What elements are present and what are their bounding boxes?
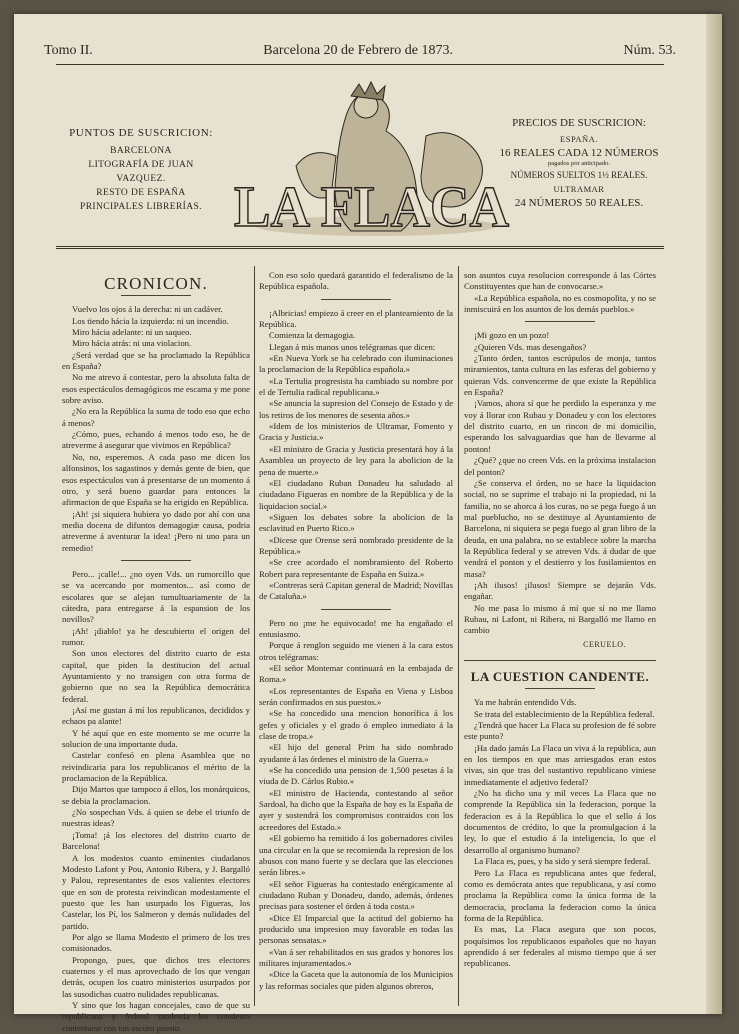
logo-text: LA FLACA — [234, 174, 510, 239]
paragraph: Castelar confesó en plena Asamblea que no reivindicaria para los republicanos el mérito de la proclamacion de la República. — [62, 750, 250, 784]
newspaper-page — [14, 14, 722, 1033]
paragraph: ¿Será verdad que se ha proclamado la República en España? — [62, 349, 250, 372]
paragraph: ¿Cómo, pues, echando á menos todo eso, he de atreverme á asegurar que vivimos en República? — [62, 429, 250, 451]
paragraph: Es mas, La Flaca asegura que son pocos, poquísimos los republicanos españoles que no hayan aprendido á ser federales al mismo tiempo que á ser republicanos. — [464, 924, 656, 969]
paragraph: No me pasa lo mismo á mí que sí no me llamo Rubau, ni Lafont, ni Ribera, ni Bargalló me llamo en cambio — [464, 602, 656, 636]
subscription-prices-heading: PRECIOS DE SUSCRICION: — [512, 117, 646, 129]
subscription-prices — [494, 116, 664, 210]
section-rule — [321, 299, 391, 300]
paragraph: ¡Ah! ¡diablo! ya he descubierto el origen del rumor. — [62, 625, 250, 647]
paragraph: «Dice la Gaceta que la autonomía de los Municipios y las reformas sociales que piden algunos obreros, — [259, 969, 453, 991]
place-date: Barcelona 20 de Febrero de 1873. — [263, 43, 453, 58]
paragraph: Pero La Flaca es republicana antes que federal, como es demócrata antes que republicana, y así como proclama la República como la única forma de la democracia, proclama la federacion como la única forma de la República. — [464, 867, 656, 923]
espana-label: ESPAÑA. — [560, 134, 598, 144]
column-separator — [458, 266, 459, 1006]
paragraph: «Los representantes de España en Viena y Lisboa serán confirmados en sus puestos.» — [259, 685, 453, 708]
paragraph: «Se anuncia la supresion del Consejo de Estado y de los retiros de los menores de sesenta años.» — [259, 398, 453, 420]
column-middle — [259, 270, 453, 992]
paragraph: «El ministro de Hacienda, contestando al señor Sardoal, ha dicho que la España de hoy es la España de ayer y sostendrá los compromisos contraidos con los acreedores del Estado.» — [259, 787, 453, 832]
paragraph: «Se cree acordado el nombramiento del Roberto Robert para representante de España en Suiza.» — [259, 557, 453, 579]
paragraph: «Dicese que Orense será nombrado presidente de la República.» — [259, 534, 453, 556]
article-title-cuestion: LA CUESTION CANDENTE. — [470, 669, 650, 684]
paragraph: No me atrevo á contestar, pero la absoluta falta de esos espectáculos demagógicos me escama y me pone sobre aviso. — [62, 372, 250, 406]
paragraph: «El hijo del general Prim ha sido nombrado ayudante á las órdenes el ministro de la Guerra.» — [259, 742, 453, 764]
subscription-point: RESTO DE ESPAÑA — [96, 188, 186, 198]
paragraph: «Se ha concedido una pension de 1,500 pesetas á la viuda de D. Cárlos Rubio.» — [259, 765, 453, 787]
subscription-point: PRINCIPALES LIBRERÍAS. — [80, 202, 202, 212]
column-separator — [254, 266, 255, 1006]
subscription-point: BARCELONA — [110, 146, 172, 156]
paragraph: ¡Ha dado jamás La Flaca un viva á la república, aun en los tiempos en que mas arriesgados eran estos vivas, sin que tras del sustantivo republicano viniese inmediatamente el adjetivo federal? — [464, 742, 656, 787]
subscription-points — [66, 126, 216, 214]
paragraph: ¿Se conserva el órden, no se hace la liquidacion social, no se suprime el trabajo ni la propiedad, ni la familia, no se ahorca á los curas, no se pega fuego á un mal pueblucho, no se destituye al Ayuntamiento de Barcelona, ni siquiera se pega fuego al gran libro de la deuda, en una palabra, no se establece sobre la marcha la República federal y se atreven Vds. á dudar de que vendrá el ponton y el destierro y los fusilamientos en masa? — [464, 477, 656, 579]
signature: CERUELO. — [583, 639, 626, 649]
price-espana: 16 REALES CADA 12 NÚMEROS — [499, 147, 659, 159]
paragraph: Comienza la demagogia. — [269, 330, 356, 341]
section-rule — [321, 609, 391, 610]
paragraph: son asuntos cuya resolucion corresponde á las Córtes Constituyentes que han de convocarse.» — [464, 270, 656, 292]
issue-line — [44, 43, 676, 59]
paragraph: Los tiendo hácia la izquierda: ni un incendio. — [72, 315, 229, 326]
section-rule — [525, 321, 595, 322]
column-cronicon — [62, 270, 250, 1034]
paragraph: Con eso solo quedará garantido el federalismo de la República española. — [259, 270, 453, 292]
paragraph: ¡Así me gustan á mí los republicanos, decididos y echaos pa alante! — [62, 705, 250, 727]
paragraph: Porque á renglon seguido me vienen á la cara estos otros telégramas: — [259, 640, 453, 662]
paragraph: «Se ha concedido una mencion honorífica á los gefes y oficiales y el grado ó empleo inmediato á la clase de tropa.» — [259, 708, 453, 742]
paragraph: Pero... ¡calle!... ¿no oyen Vds. un rumorcillo que se va acercando por momentos... así como de escolares que se alejan tumultuariamente de la cátedra, para entregarse á la espansion de los novillos? — [62, 568, 250, 625]
subscription-point: LITOGRAFÍA DE JUAN VAZQUEZ. — [88, 160, 194, 184]
paragraph: «Contreras será Capitan general de Madrid; Novillas de Cataluña.» — [259, 579, 453, 602]
single-issue-price: NÚMEROS SUELTOS 1½ REALES. — [510, 170, 648, 180]
paragraph: ¿No era la República la suma de todo eso que echo á menos? — [62, 406, 250, 428]
paragraph: ¡Albricias! empiezo á creer en el planteamiento de la República. — [259, 307, 453, 330]
paragraph: ¡Vamos, ahora sí que he perdido la esperanza y me voy á llorar con Rubau y Donadeu y con los electores del distrito cuarto, en un rincon de mi domicilio, esperando los salvaguardias que han de llevarme al ponton! — [464, 398, 656, 454]
column-right — [464, 270, 656, 970]
paragraph: Y sino que los hagan concejales, caso de que su republicana y federal modestia les consienta contentarse con tan oscuro puesto. — [62, 999, 250, 1033]
paragraph: Llegan á mis manos unos telégramas que dicen: — [269, 341, 436, 352]
paragraph: Pero no ¡me he equivocado! me ha engañado el entusiasmo. — [259, 617, 453, 639]
subscription-points-heading: PUNTOS DE SUSCRICION: — [69, 127, 213, 139]
paragraph: ¡Mi gozo en un pozo! — [474, 330, 550, 341]
paragraph: «La Tertulia progresista ha cambiado su nombre por el de Tertulia radical republicana.» — [259, 375, 453, 398]
article-rule — [464, 660, 656, 661]
paragraph: Y hé aquí que en este momento se me ocurre la solucion de una importante duda. — [62, 727, 250, 750]
paragraph: ¿Tanto órden, tantos escrúpulos de monja, tantos miramientos, tanta cultura en las esferas del gobierno y quieran Vds. convencerme de que existe la República en España? — [464, 353, 656, 398]
section-rule — [121, 560, 191, 561]
la-flaca-logo — [226, 76, 516, 251]
paragraph: Son unos electores del distrito cuarto de esta capital, que piden la destitucion del actual Ayuntamiento y no transigen con otra forma de gobierno que no sea la República democrática federal. — [62, 648, 250, 704]
title-rule — [121, 295, 191, 296]
tomo-label: Tomo II. — [44, 43, 93, 58]
paragraph: La Flaca es, pues, y ha sido y será siempre federal. — [474, 856, 651, 867]
title-rule — [525, 688, 595, 689]
paragraph: Propongo, pues, que dichos tres electores cuaternos y el mas aprovechado de los que vengan detrás, ocupen los cuatro ministerios usurpados por las susodichas cuatro nulidades republicanas. — [62, 954, 250, 999]
paragraph: ¿No sospechan Vds. á quien se debe el triunfo de nuestras ideas? — [62, 807, 250, 829]
paragraph: Ya me habrán entendido Vds. — [474, 697, 577, 708]
paragraph: ¿Quieren Vds. mas desengaños? — [474, 341, 587, 352]
top-rule — [56, 64, 664, 65]
paragraph: «Van á ser rehabilitados en sus grados y honores los militares injuramentados.» — [259, 946, 453, 968]
paragraph: A los modestos cuanto eminentes ciudadanos Modesto Lafont y Pou, Antonio Ribera, y J. Bargalló y Palou, representantes de esos valientes electores que en son de protesta reivindican modestamente el puesto que les han usurpado los Figueras, los Castelar, los Pí, los Salmeron y demás nulidades del partido. — [62, 852, 250, 931]
paragraph: Vuelvo los ojos á la derecha: ni un cadáver. — [72, 304, 223, 315]
paragraph: Dijo Martos que tampoco á ellos, los monárquicos, se debia la proclamacion. — [62, 784, 250, 806]
masthead — [56, 76, 664, 256]
article-title-cronicon: CRONICON. — [104, 274, 208, 293]
paragraph: «El señor Figueras ha contestado enérgicamente al ciudadano Ruban y Donadeu, dando, además, órdenes precisas para sostener el órden á toda costa.» — [259, 878, 453, 912]
paragraph: «El señor Montemar continuará en la embajada de Roma.» — [259, 663, 453, 685]
issue-number: Núm. 53. — [623, 43, 676, 58]
paragraph: «Siguen los debates sobre la abolicion de la esclavitud en Puerto Rico.» — [259, 511, 453, 534]
price-ultramar: 24 NÚMEROS 50 REALES. — [514, 197, 644, 209]
paragraph: ¡Ah! ¡si siquiera hubiera yo dado por ahí con una media docena de difuntos demagogiæ causa, podria atreverme á aventurar la idea! ¡Pero ni uno para un remedio! — [62, 508, 250, 553]
paragraph: «Dice El Imparcial que la actitud del gobierno ha producido una impresion muy favorable en todas las personas sensatas.» — [259, 912, 453, 946]
page-edge — [706, 14, 722, 1014]
paragraph: ¿No ha dicho una y mil veces La Flaca que no comprende la República sin la federacion, porque la federacion es á la República lo que el sello á los documentos de crédito, lo que la promulgacion á la ley, lo que el estudio á la inteligencia, lo que el desarrollo al organismo humano? — [464, 788, 656, 855]
paragraph: Miro hácia atrás: ni una violacion. — [72, 338, 192, 349]
ultramar-label: ULTRAMAR — [553, 184, 605, 194]
paragraph: «En Nueva York se ha celebrado con iluminaciones la proclamacion de la República española.» — [259, 353, 453, 375]
paragraph: «Idem de los ministerios de Ultramar, Fomento y Gracia y Justicia.» — [259, 421, 453, 443]
paragraph: «El ciudadano Ruban Donadeu ha saludado al ciudadano Figueras en nombre de la República y de la liquidacion social.» — [259, 477, 453, 511]
masthead-rule — [56, 246, 664, 249]
paragraph: ¡Ah ilusos! ¡ilusos! Siempre se dejarán Vds. engañar. — [464, 579, 656, 602]
paragraph: ¿Tendrá que hacer La Flaca su profesion de fé sobre este punto? — [464, 720, 656, 742]
paragraph: Miro hácia adelante: ni un saqueo. — [72, 327, 192, 338]
price-note: pagados por anticipado. — [548, 160, 610, 167]
paragraph: No, no, esperemos. A cada paso me dicen los alfonsinos, los sagastinos y demás gente de bien, que esos espectáculos van á presentarse de un momento á otro, y será bueno guardar para entonces la afirmacion de que España se ha erigido en República. — [62, 451, 250, 508]
paragraph: «El gobierno ha remitido á los gobernadores civiles una circular en la que se recomienda la represion de los abusos con mano fuerte y se declara que las elecciones serán libres.» — [259, 833, 453, 878]
paragraph: «El ministro de Gracia y Justicia presentará hoy á la Asamblea un proyecto de ley para la abolicion de la pena de muerte.» — [259, 443, 453, 477]
paragraph: Se trata del establecimiento de la República federal. — [474, 708, 655, 719]
paragraph: ¡Toma! ¡á los electores del distrito cuarto de Barcelona! — [62, 829, 250, 852]
paragraph: «La República española, no es cosmopolita, y no se inmiscuirá en los asuntos de los demás pueblos.» — [464, 292, 656, 315]
paragraph: ¿Qué? ¿que no creen Vds. en la próxima instalacion del ponton? — [464, 455, 656, 477]
paragraph: Por algo se llama Modesto el primero de los tres comisionados. — [62, 931, 250, 954]
